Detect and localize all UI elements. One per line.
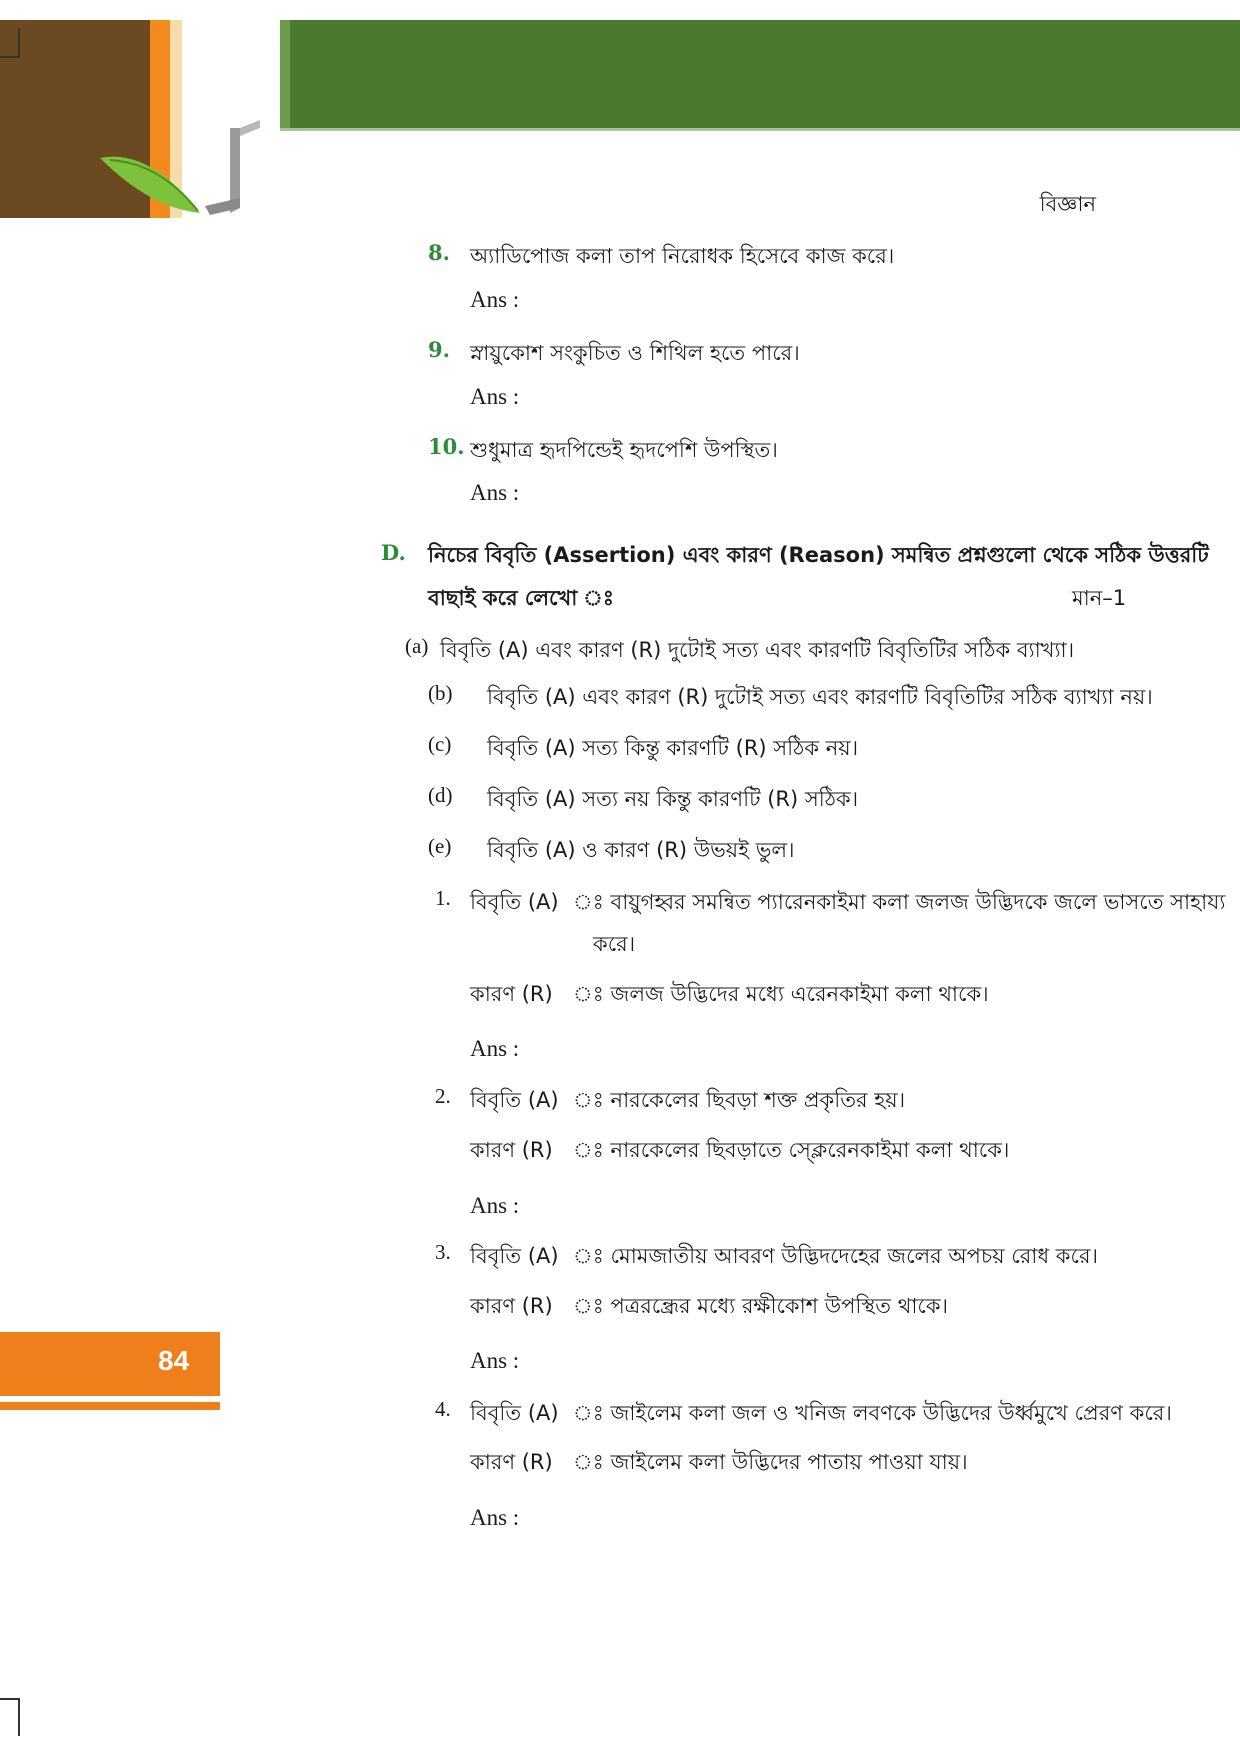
page-number-tab-underline [0, 1402, 220, 1410]
item-number: 2. [435, 1084, 451, 1108]
assertion-label: বিবৃতি (A) [470, 1244, 559, 1268]
assertion-text: ঃ মোমজাতীয় আবরণ উদ্ভিদদেহের জলের অপচয় রোধ করে। [573, 1244, 1099, 1268]
reason-label: কারণ (R) [470, 1138, 553, 1162]
option-label: (c) [428, 732, 452, 756]
option-label: (e) [428, 834, 452, 858]
answer-label: Ans : [470, 1505, 520, 1530]
page-number: 84 [158, 1345, 190, 1376]
assertion-label: বিবৃতি (A) [470, 1088, 559, 1112]
crop-mark-bottom-left [18, 1700, 20, 1736]
reason-label: কারণ (R) [470, 982, 553, 1006]
assertion-label: বিবৃতি (A) [470, 1401, 559, 1425]
header-divider [280, 128, 1240, 131]
crop-mark-top-left [18, 28, 20, 58]
question-text: শুধুমাত্র হৃদপিন্ডেই হৃদপেশি উপস্থিত। [470, 438, 778, 462]
answer-label: Ans : [470, 1348, 520, 1373]
option-text: বিবৃতি (A) এবং কারণ (R) দুটোই সত্য এবং কারণটি বিবৃতিটির সঠিক ব্যাখ্যা নয়। [487, 685, 1153, 709]
section-instruction-line1: নিচের বিবৃতি (Assertion) এবং কারণ (Reason) সমন্বিত প্রশ্নগুলো থেকে সঠিক উত্তরটি [428, 543, 1209, 567]
crop-mark-top-left-h [0, 56, 20, 58]
option-text: বিবৃতি (A) সত্য কিন্তু কারণটি (R) সঠিক নয়। [487, 736, 859, 760]
option-label: (b) [428, 681, 453, 705]
option-label: (d) [428, 783, 453, 807]
header-green-edge [280, 20, 290, 128]
item-number: 4. [435, 1397, 451, 1421]
answer-label: Ans : [470, 1036, 520, 1061]
subject-label: বিজ্ঞান [1039, 192, 1096, 216]
reason-label: কারণ (R) [470, 1450, 553, 1474]
section-instruction-line2: বাছাই করে লেখো ঃ [428, 586, 614, 610]
answer-label: Ans : [470, 287, 520, 312]
option-label: (a) [405, 634, 429, 658]
question-text: স্নায়ুকোশ সংকুচিত ও শিথিল হতে পারে। [470, 341, 800, 365]
header-green-band [280, 20, 1240, 128]
assertion-text-cont: করে। [593, 932, 636, 956]
crop-mark-bottom-left-h [0, 1698, 20, 1700]
question-number: 8. [428, 240, 450, 265]
item-number: 1. [435, 886, 451, 910]
plant-leaf-icon [90, 118, 270, 228]
question-text: অ্যাডিপোজ কলা তাপ নিরোধক হিসেবে কাজ করে। [470, 244, 895, 268]
answer-label: Ans : [470, 384, 520, 409]
reason-text: ঃ পত্ররন্ধ্রের মধ্যে রক্ষীকোশ উপস্থিত থাকে। [573, 1294, 949, 1318]
assertion-text: ঃ বায়ুগহ্বর সমন্বিত প্যারেনকাইমা কলা জলজ উদ্ভিদকে জলে ভাসতে সাহায্য [573, 890, 1226, 914]
reason-label: কারণ (R) [470, 1294, 553, 1318]
question-number: 10. [428, 434, 465, 459]
reason-text: ঃ জলজ উদ্ভিদের মধ্যে এরেনকাইমা কলা থাকে। [573, 982, 989, 1006]
reason-text: ঃ নারকেলের ছিবড়াতে স্ক্লেরেনকাইমা কলা থাকে। [573, 1138, 1010, 1162]
assertion-label: বিবৃতি (A) [470, 890, 559, 914]
assertion-text: ঃ জাইলেম কলা জল ও খনিজ লবণকে উদ্ভিদের উর্ধ্বমুখে প্রেরণ করে। [573, 1401, 1172, 1425]
section-letter: D. [381, 540, 406, 565]
option-text: বিবৃতি (A) ও কারণ (R) উভয়ই ভুল। [487, 838, 795, 862]
reason-text: ঃ জাইলেম কলা উদ্ভিদের পাতায় পাওয়া যায়। [573, 1450, 968, 1474]
option-text: বিবৃতি (A) সত্য নয় কিন্তু কারণটি (R) সঠিক। [487, 787, 859, 811]
option-text: বিবৃতি (A) এবং কারণ (R) দুটোই সত্য এবং কারণটি বিবৃতিটির সঠিক ব্যাখ্যা। [440, 638, 1075, 662]
assertion-text: ঃ নারকেলের ছিবড়া শক্ত প্রকৃতির হয়। [573, 1088, 906, 1112]
answer-label: Ans : [470, 1193, 520, 1218]
question-number: 9. [428, 337, 450, 362]
item-number: 3. [435, 1240, 451, 1264]
answer-label: Ans : [470, 480, 520, 505]
marks-label: মান–1 [1072, 586, 1127, 610]
